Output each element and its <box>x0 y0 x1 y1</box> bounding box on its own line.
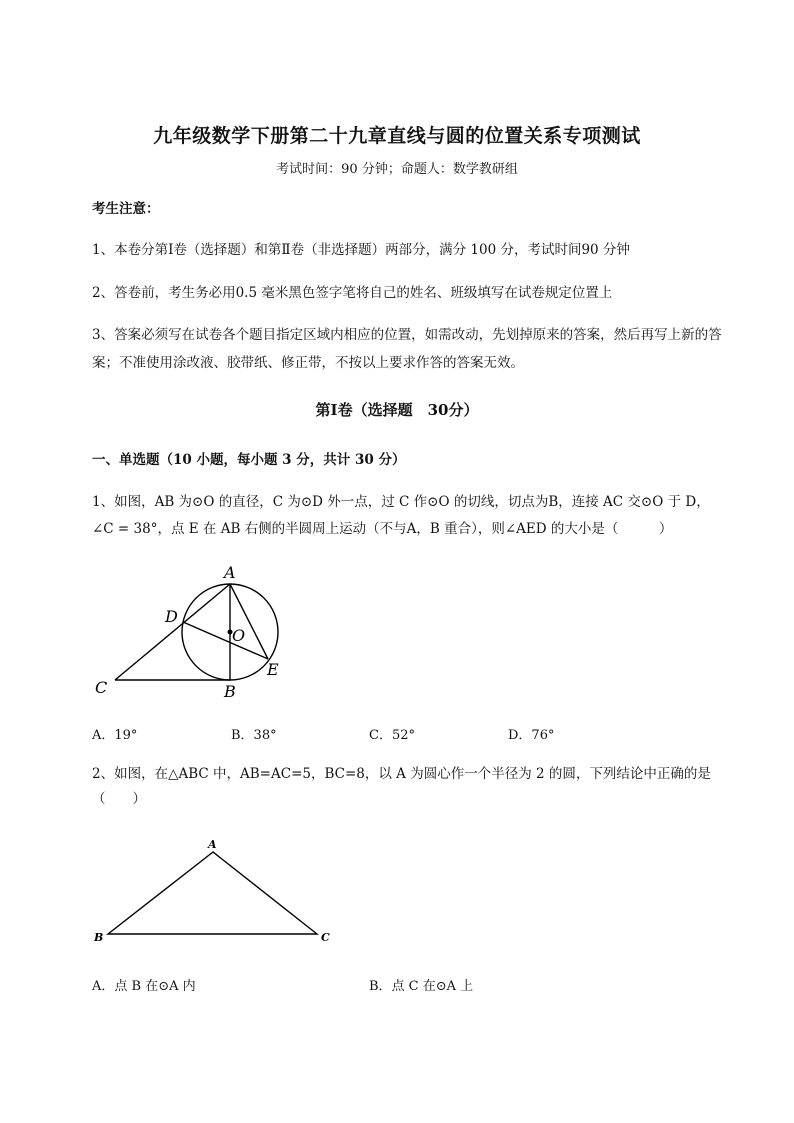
triangle-abc <box>108 852 317 934</box>
label-d: D <box>165 607 178 626</box>
question-1-figure <box>85 555 310 705</box>
chord-de <box>183 622 268 659</box>
label-a: A <box>208 838 217 851</box>
question-2-line-1: 2、如图，在△ABC 中，AB=AC=5，BC=8，以 A 为圆心作一个半径为 2 的圆，下列结论中正确的是 <box>92 766 711 782</box>
question-2-option-a[interactable]: A．点 B 在⊙A 内 <box>92 979 196 994</box>
label-b: B <box>94 931 104 944</box>
section-title: 第Ⅰ卷（选择题 30分） <box>315 401 479 419</box>
chord-ae <box>230 584 268 659</box>
notice-item-2: 2、答卷前，考生务必用0.5 毫米黑色签字笔将自己的姓名、班级填写在试卷规定位置上 <box>92 285 613 301</box>
notice-item-3: 3、答案必须写在试卷各个题目指定区域内相应的位置，如需改动，先划掉原来的答案，然后再写上新的答案；不准使用涂改液、胶带纸、修正带，不按以上要求作答的答案无效。 <box>92 327 722 371</box>
question-2-figure <box>85 830 345 950</box>
question-1-option-a[interactable]: A．19° <box>92 728 138 743</box>
question-1-option-d[interactable]: D．76° <box>508 728 555 743</box>
line-ca <box>115 584 230 680</box>
exam-subtitle: 考试时间：90 分钟；命题人：数学教研组 <box>276 162 518 177</box>
label-o: O <box>232 626 246 645</box>
label-c: C <box>95 678 108 697</box>
question-2-line-2: （ ） <box>92 791 146 807</box>
question-1-option-c[interactable]: C．52° <box>369 728 415 743</box>
notice-item-1: 1、本卷分第Ⅰ卷（选择题）和第Ⅱ卷（非选择题）两部分，满分 100 分，考试时间90 分钟 <box>92 242 630 258</box>
part-title: 一、单选题（10 小题，每小题 3 分，共计 30 分） <box>92 452 406 468</box>
question-1-line-1: 1、如图，AB 为⊙O 的直径，C 为⊙D 外一点，过 C 作⊙O 的切线，切点为B，连接 AC 交⊙O 于 D， <box>92 494 710 510</box>
label-c: C <box>321 931 330 944</box>
label-b: B <box>224 682 236 701</box>
question-2-option-b[interactable]: B．点 C 在⊙A 上 <box>369 979 474 994</box>
notice-heading: 考生注意： <box>92 201 160 217</box>
question-1-line-2: ∠C = 38°，点 E 在 AB 右侧的半圆周上运动（不与A，B 重合），则∠AED 的大小是（ ） <box>92 521 673 537</box>
label-e: E <box>267 660 279 679</box>
label-a: A <box>224 563 236 582</box>
question-1-option-b[interactable]: B．38° <box>231 728 277 743</box>
page-title: 九年级数学下册第二十九章直线与圆的位置关系专项测试 <box>153 125 641 147</box>
